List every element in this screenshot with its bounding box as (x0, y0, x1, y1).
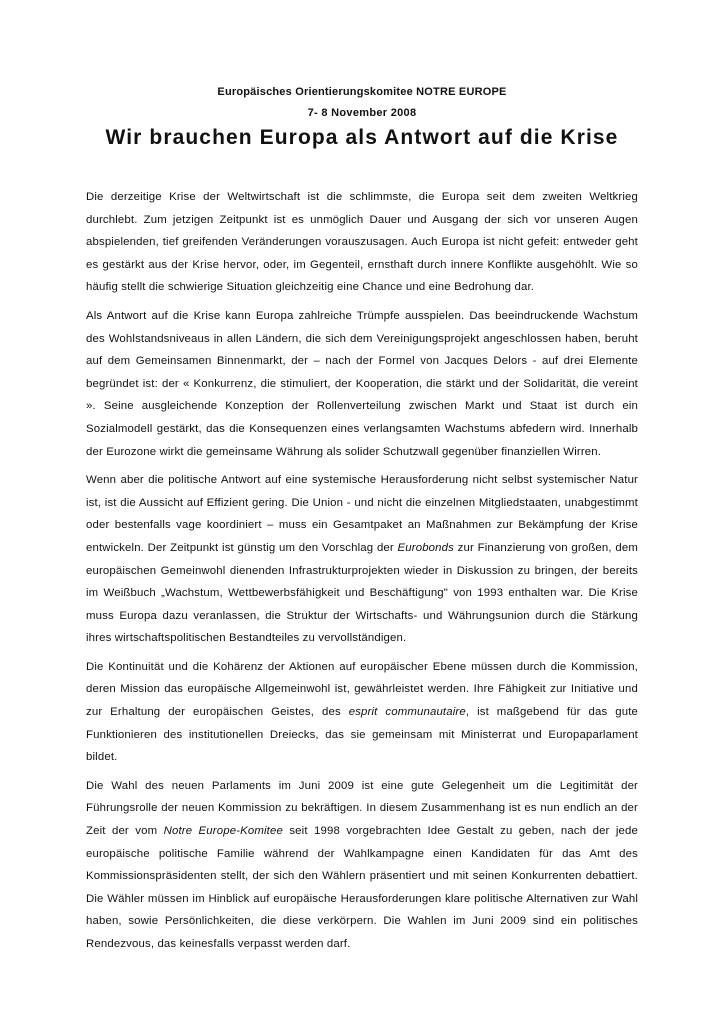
event-date: 7- 8 November 2008 (307, 107, 417, 119)
document-title: Wir brauchen Europa als Antwort auf die Krise (105, 126, 619, 149)
text-segment: seit 1998 vorgebrachten Idee Gestalt zu geben, nach der jede europäische politische Familie während der Wahlkampagne einen Kandidaten für das Amt des Kommissionspräsidenten stellt, der sich den Wählern präsentiert und mit seinen Konkurrenten debattiert. Die Wähler müssen im Hinblick auf europäische Herausforderungen klare politische Alternativen zur Wahl haben, sowie Persönlichkeiten, die diese verkörpern. Die Wahlen im Juni 2009 sind ein politisches Rendezvous, das keinesfalls verpasst werden darf. (86, 825, 638, 950)
organization-heading: Europäisches Orientierungskomitee NOTRE EUROPE (217, 86, 507, 98)
text-segment: Die derzeitige Krise der Weltwirtschaft ist die schlimmste, die Europa seit dem zweiten Weltkrieg durchlebt. Zum jetzigen Zeitpunkt ist es unmöglich Dauer und Ausgang der sich vor unseren Augen abspielenden, tief greifenden Veränderungen vorauszusagen. Auch Europa ist nicht gefeit: entweder geht es gestärkt aus der Krise hervor, oder, im Gegenteil, ernsthaft durch innere Konflikte ausgehöhlt. Wie so häufig stellt die schwierige Situation gleichzeitig eine Chance und eine Bedrohung dar. (86, 191, 638, 294)
paragraph (86, 775, 638, 956)
text-segment: Als Antwort auf die Krise kann Europa zahlreiche Trümpfe ausspielen. Das beeindruckende Wachstum des Wohlstandsniveaus in allen Ländern, die sich dem Vereinigungsprojekt angeschlossen haben, beruht auf dem Gemeinsamen Binnenmarkt, der – nach der Formel von Jacques Delors - auf drei Elemente begründet ist: der « Konkurrenz, die stimuliert, der Kooperation, die stärkt und der Solidarität, die vereint ». Seine ausgleichende Konzeption der Rollenverteilung zwischen Markt und Staat ist durch ein Sozialmodell gestärkt, das die Konsequenzen eines verlangsamten Wachstums abfedern wird. Innerhalb der Eurozone wirkt die gemeinsame Währung als solider Schutzwall gegenüber finanziellen Wirren. (86, 309, 638, 458)
paragraph (86, 656, 638, 769)
text-segment: Die Kontinuität und die Kohärenz der Aktionen auf europäischer Ebene müssen durch die Kommission, deren Mission das europäische Allgemeinwohl ist, gewährleistet werden. Ihre Fähigkeit zur Initiative und zur Erhaltung der europäischen Geistes, des (86, 660, 638, 719)
italic-term: Eurobonds (397, 541, 454, 554)
text-segment: zur Finanzierung von großen, dem europäischen Gemeinwohl dienenden Infrastrukturprojekten wieder in Diskussion zu bringen, der bereits im Weißbuch „Wachstum, Wettbewerbsfähigkeit und Beschäftigung" von 1993 enthalten war. Die Krise muss Europa dazu veranlassen, die Struktur der Wirtschafts- und Währungsunion durch die Stärkung ihres wirtschaftspolitischen Bestandteiles zu vervollständigen. (86, 541, 638, 645)
paragraph (86, 305, 638, 463)
text-segment: Die Wahl des neuen Parlaments im Juni 2009 ist eine gute Gelegenheit um die Legitimität der Führungsrolle der neuen Kommission zu bekräftigen. In diesem Zusammenhang ist es nun endlich an der Zeit der vom (86, 779, 638, 838)
paragraph (86, 186, 638, 299)
italic-term: Notre Europe-Komitee (163, 825, 283, 838)
paragraph (86, 469, 638, 650)
text-segment: , ist maßgebend für das gute Funktionieren des institutionellen Dreiecks, das sie gemeinsam mit Ministerrat und Europaparlament bildet. (86, 706, 638, 764)
italic-term: esprit communautaire (348, 706, 466, 719)
text-segment: Wenn aber die politische Antwort auf eine systemische Herausforderung nicht selbst systemischer Natur ist, ist die Aussicht auf Effizient gering. Die Union - und nicht die einzelnen Mitgliedstaaten, unabgestimmt oder bestenfalls vage koordiniert – muss ein Gesamtpaket an Maßnahmen zur Bekämpfung der Krise entwickeln. Der Zeitpunkt ist günstig um den Vorschlag der (86, 474, 638, 554)
document-body (86, 186, 638, 962)
